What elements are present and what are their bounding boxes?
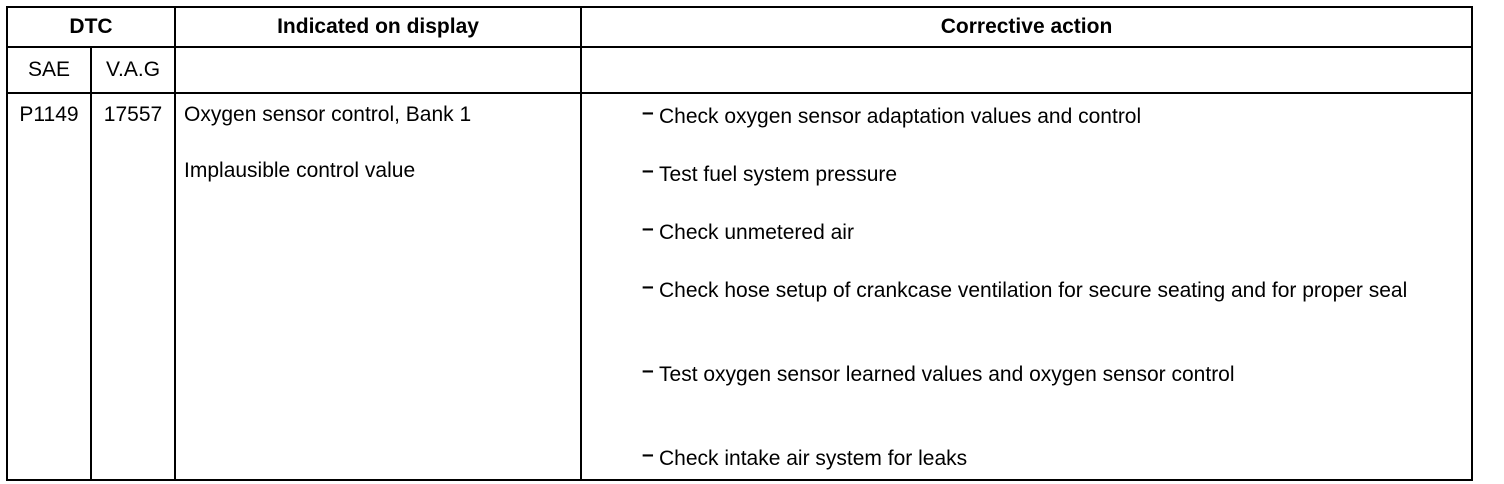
table-row (7, 93, 1472, 480)
dash-bullet: – (642, 159, 654, 182)
action-header: Corrective action (581, 7, 1472, 47)
action-text: Test fuel system pressure (659, 163, 898, 186)
display-text-1: Oxygen sensor control, Bank 1 (184, 103, 472, 126)
display-subheader-empty (175, 47, 581, 93)
display-cell (175, 93, 581, 480)
action-item (642, 217, 1411, 246)
action-text: Check unmetered air (659, 221, 854, 244)
dtc-table (6, 6, 1473, 481)
action-text: Test oxygen sensor learned values and oxygen sensor control (659, 363, 1235, 386)
sae-code: P1149 (7, 93, 91, 480)
action-cell (581, 93, 1472, 480)
vag-code: 17557 (91, 93, 175, 480)
action-text: Check intake air system for leaks (659, 447, 968, 470)
header-row (7, 7, 1472, 47)
display-text-2: Implausible control value (184, 159, 416, 182)
sae-header: SAE (7, 47, 91, 93)
display-header: Indicated on display (175, 7, 581, 47)
action-item (642, 359, 1411, 388)
dash-bullet: – (642, 275, 654, 298)
action-item (642, 275, 1411, 304)
vag-header: V.A.G (91, 47, 175, 93)
subheader-row (7, 47, 1472, 93)
action-item (642, 101, 1411, 130)
action-subheader-empty (581, 47, 1472, 93)
action-text: Check oxygen sensor adaptation values and control (659, 105, 1142, 128)
action-item (642, 159, 1411, 188)
dash-bullet: – (642, 443, 654, 466)
action-text: Check hose setup of crankcase ventilation for secure seating and for proper seal (659, 279, 1408, 302)
dash-bullet: – (642, 359, 654, 382)
action-item (642, 443, 1411, 472)
dash-bullet: – (642, 217, 654, 240)
dtc-header: DTC (7, 7, 175, 47)
dash-bullet: – (642, 101, 654, 124)
